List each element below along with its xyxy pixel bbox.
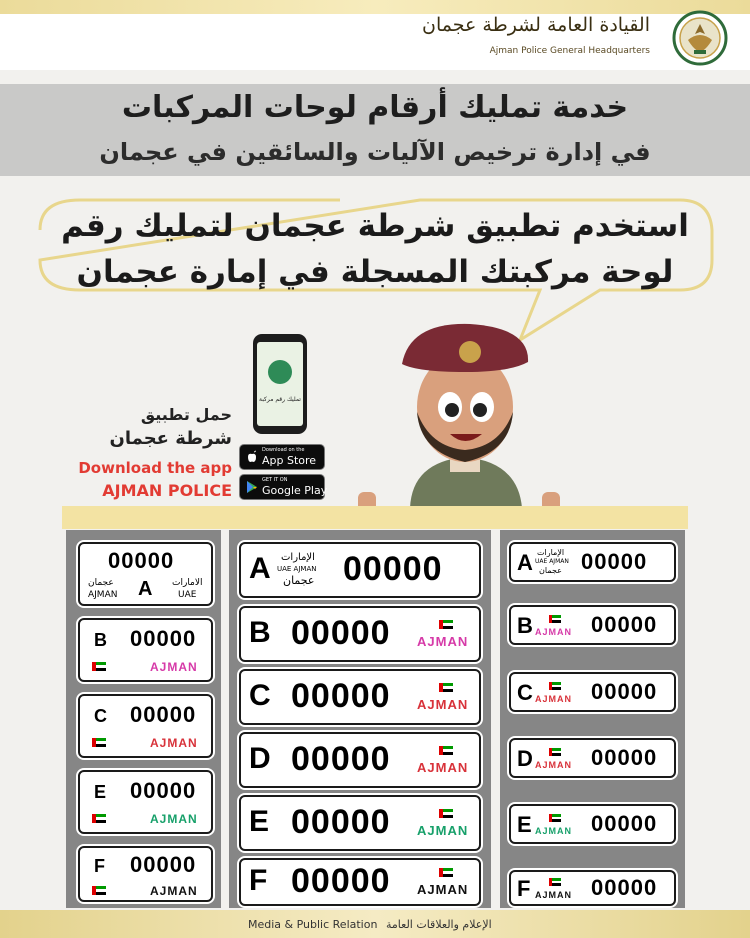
uae-flag-icon	[549, 615, 561, 623]
plate-ajman-arabic: عجمان	[539, 566, 562, 575]
plate-middle-b	[239, 606, 481, 662]
plate-letter: E	[517, 812, 532, 837]
plate-right-f	[509, 870, 676, 906]
plate-letter: F	[517, 876, 531, 901]
plate-ajman-brand: AJMAN	[535, 694, 573, 704]
plate-left-c	[78, 694, 213, 758]
plate-letter: B	[249, 616, 271, 649]
plate-letter: B	[94, 630, 107, 650]
plate-uae-english: UAE AJMAN	[535, 558, 569, 565]
plate-number: 00000	[130, 702, 197, 727]
plate-number: 00000	[591, 745, 658, 770]
plate-number: 00000	[581, 549, 648, 574]
plate-ajman-brand: AJMAN	[535, 890, 573, 900]
plate-ajman-english: AJMAN	[88, 590, 118, 600]
plate-letter: E	[249, 805, 270, 838]
plate-middle-c	[239, 669, 481, 725]
uae-flag-icon	[92, 738, 106, 747]
plate-letter: D	[517, 746, 533, 771]
plate-ajman-brand: AJMAN	[535, 826, 573, 836]
footer-department-arabic: الإعلام والعلاقات العامة	[386, 918, 492, 931]
plate-right-e	[509, 804, 676, 844]
uae-flag-icon	[549, 748, 561, 756]
board-top-edge	[62, 506, 688, 529]
plate-uae-arabic: الإمارات	[537, 548, 565, 557]
uae-flag-icon	[549, 814, 561, 822]
plate-letter: F	[249, 864, 268, 897]
plate-ajman-brand: AJMAN	[417, 760, 469, 775]
plate-middle-d	[239, 732, 481, 788]
uae-flag-icon	[549, 682, 561, 690]
footer-department-english: Media & Public Relation	[248, 918, 378, 931]
service-title: خدمة تمليك أرقام لوحات المركبات	[121, 90, 629, 125]
plate-number: 00000	[291, 803, 391, 841]
plate-ajman-brand: AJMAN	[150, 884, 198, 898]
apple-icon	[245, 450, 259, 464]
plate-ajman-arabic: عجمان	[88, 578, 114, 588]
plate-number: 00000	[291, 677, 391, 715]
plate-number: 00000	[108, 548, 175, 573]
plate-ajman-brand: AJMAN	[417, 823, 469, 838]
plate-number: 00000	[591, 811, 658, 836]
app-icon	[268, 360, 292, 384]
uae-flag-icon	[439, 620, 453, 629]
plate-letter: D	[249, 742, 271, 775]
ajman-police-emblem	[672, 10, 728, 66]
uae-flag-icon	[549, 878, 561, 886]
uae-flag-icon	[92, 662, 106, 671]
uae-flag-icon	[92, 814, 106, 823]
app-store-badge[interactable]	[239, 444, 325, 470]
plate-number: 00000	[591, 679, 658, 704]
plate-left-f	[78, 846, 213, 902]
uae-flag-icon	[439, 809, 453, 818]
phone-caption: تمليك رقم مركبة	[259, 396, 301, 403]
plate-number: 00000	[130, 626, 197, 651]
plate-number: 00000	[130, 778, 197, 803]
plate-middle-a	[239, 542, 481, 598]
uae-flag-icon	[439, 868, 453, 877]
plate-ajman-brand: AJMAN	[150, 812, 198, 826]
google-play-small: GET IT ON	[262, 477, 288, 483]
plate-middle-e	[239, 795, 481, 851]
service-subtitle: في إدارة ترخيص الآليات والسائقين في عجمان	[99, 138, 651, 166]
google-play-icon	[245, 480, 259, 494]
plate-letter: C	[517, 680, 533, 705]
plate-letter: A	[138, 578, 153, 600]
download-english-line2: AJMAN POLICE	[102, 481, 232, 500]
plate-uae-arabic: الإمارات	[281, 552, 315, 563]
uae-flag-icon	[92, 886, 106, 895]
plate-left-e	[78, 770, 213, 834]
plate-ajman-brand: AJMAN	[417, 634, 469, 649]
download-arabic-line1: حمل تطبيق	[140, 405, 232, 424]
plate-ajman-brand: AJMAN	[535, 760, 573, 770]
plates-panel-right	[500, 530, 685, 908]
plate-number: 00000	[291, 614, 391, 652]
google-play-label: Google Play	[262, 484, 328, 497]
app-store-label: App Store	[262, 454, 317, 467]
plate-ajman-arabic: عجمان	[283, 574, 315, 587]
org-name-english: Ajman Police General Headquarters	[489, 46, 650, 56]
plate-middle-f	[239, 858, 481, 906]
plate-uae-arabic: الامارات	[172, 578, 203, 588]
app-store-small: Download on the	[262, 447, 305, 453]
plate-left-a	[78, 542, 213, 606]
plate-uae-english: UAE	[178, 590, 197, 600]
org-name-arabic: القيادة العامة لشرطة عجمان	[422, 14, 650, 36]
plate-left-b	[78, 618, 213, 682]
plate-ajman-brand: AJMAN	[150, 736, 198, 750]
plate-letter: B	[517, 613, 533, 638]
google-play-badge[interactable]	[239, 474, 328, 500]
police-officer-mascot	[390, 322, 540, 508]
plate-letter: F	[94, 856, 105, 876]
plate-right-b	[509, 605, 676, 645]
plate-right-c	[509, 672, 676, 712]
plate-letter: A	[249, 552, 271, 585]
plate-number: 00000	[291, 740, 391, 778]
plate-ajman-brand: AJMAN	[150, 660, 198, 674]
download-arabic-line2: شرطة عجمان	[109, 428, 232, 449]
download-english-line1: Download the app	[78, 459, 232, 477]
plate-ajman-brand: AJMAN	[417, 697, 469, 712]
bubble-message-line1: استخدم تطبيق شرطة عجمان لتمليك رقم	[61, 208, 689, 244]
plate-number: 00000	[591, 875, 658, 900]
plate-letter: E	[94, 782, 107, 802]
plate-letter: C	[94, 706, 107, 726]
plate-ajman-brand: AJMAN	[417, 882, 469, 897]
plate-right-d	[509, 738, 676, 778]
uae-flag-icon	[439, 746, 453, 755]
uae-flag-icon	[439, 683, 453, 692]
plate-letter: C	[249, 679, 271, 712]
bubble-message-line2: لوحة مركبتك المسجلة في إمارة عجمان	[76, 254, 674, 290]
plate-number: 00000	[591, 612, 658, 637]
plate-letter: A	[517, 550, 533, 575]
plate-uae-english: UAE AJMAN	[277, 565, 317, 573]
plate-ajman-brand: AJMAN	[535, 627, 573, 637]
plate-right-a	[509, 542, 676, 582]
header-gold-strip	[0, 0, 750, 14]
plate-number: 00000	[291, 862, 391, 900]
phone-screen	[257, 342, 303, 426]
plate-number: 00000	[130, 852, 197, 877]
plate-number: 00000	[343, 550, 443, 588]
